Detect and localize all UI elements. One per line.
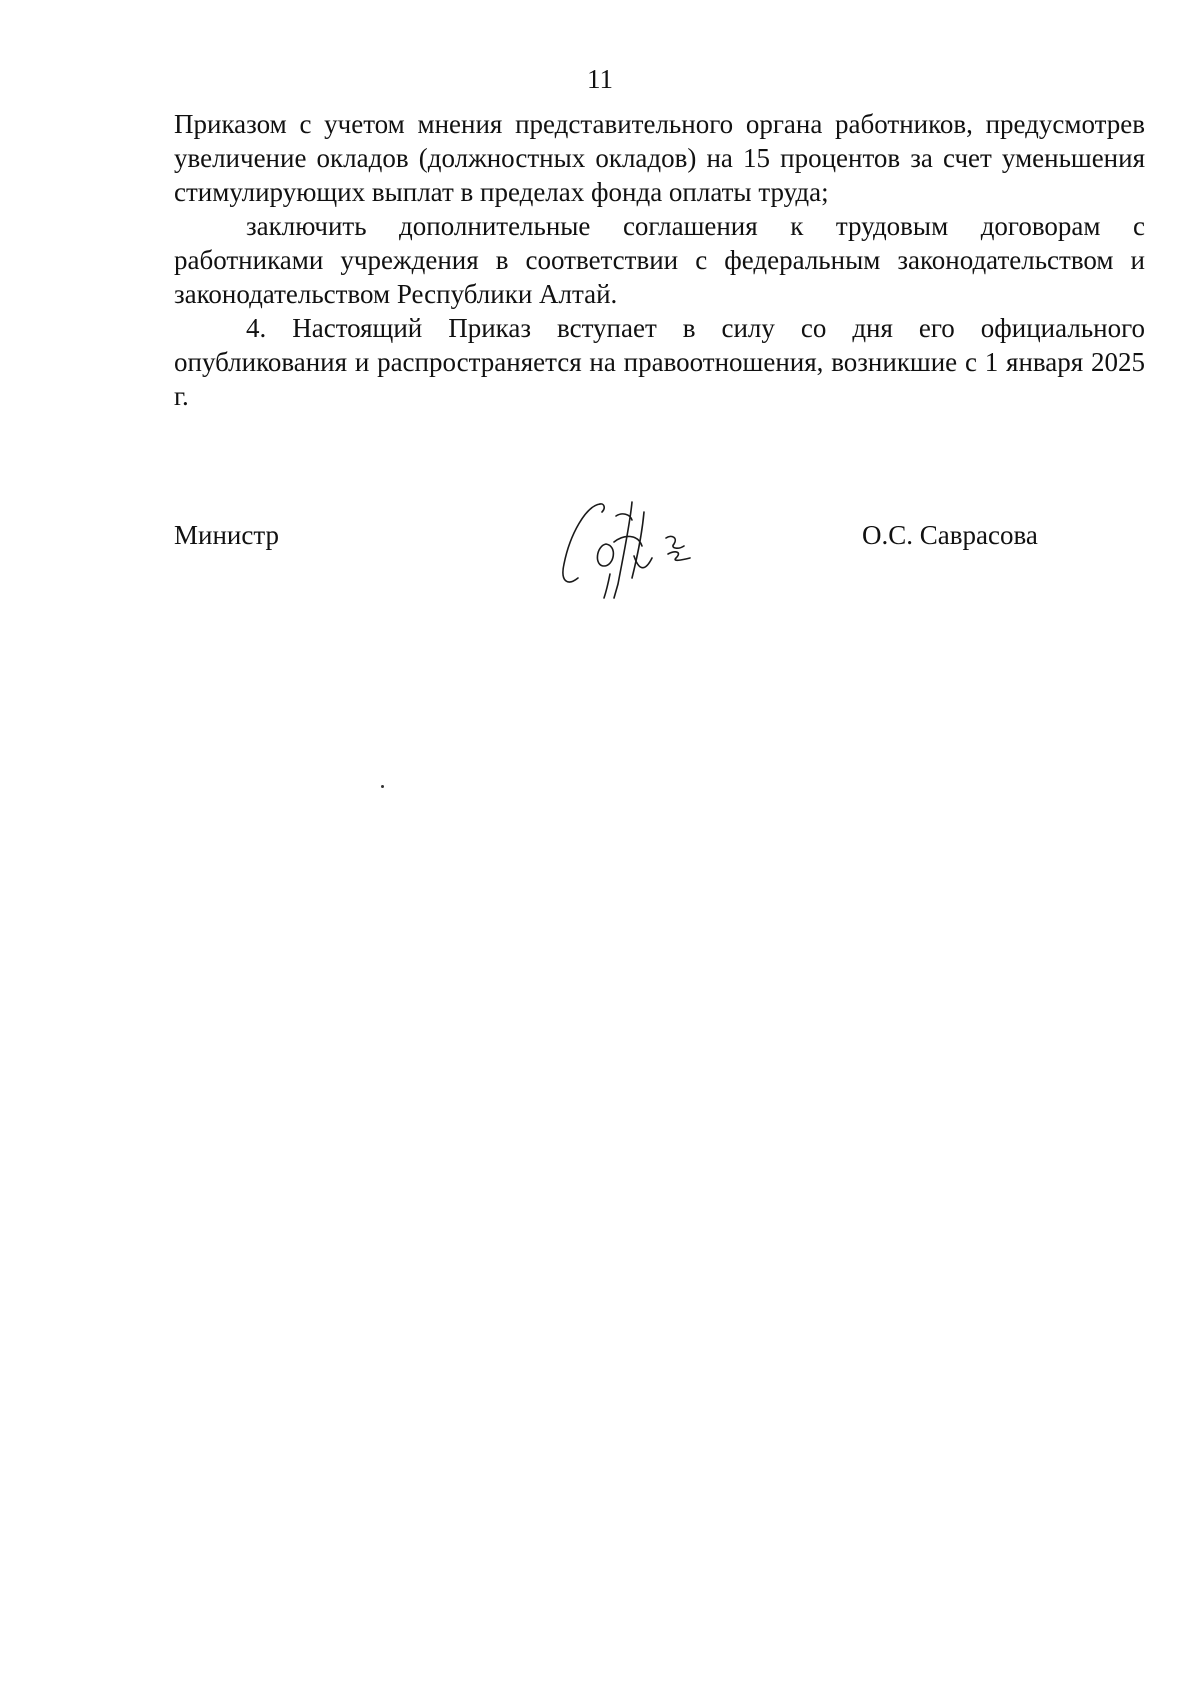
signer-position: Министр <box>174 520 279 550</box>
paragraph-continuation: Приказом с учетом мнения представительного органа работников, предусмотрев увеличение окладов (должностных окладов) на 15 процентов за счет уменьшения стимулирующих выплат в пределах фонда оплаты труда; <box>174 109 1145 207</box>
handwritten-signature <box>548 494 748 604</box>
signature-block <box>0 500 1200 620</box>
signer-name: О.С. Саврасова <box>862 520 1038 550</box>
scan-speck <box>381 785 384 788</box>
page-number: 11 <box>587 64 613 94</box>
paragraph-agreements: заключить дополнительные соглашения к трудовым договорам с работниками учреждения в соответствии с федеральным законодательством и законодательством Республики Алтай. <box>174 211 1145 309</box>
paragraph-effective-date: 4. Настоящий Приказ вступает в силу со дня его официального опубликования и распространяется на правоотношения, возникшие с 1 января 2025 г. <box>174 313 1145 411</box>
document-body <box>174 107 1145 413</box>
